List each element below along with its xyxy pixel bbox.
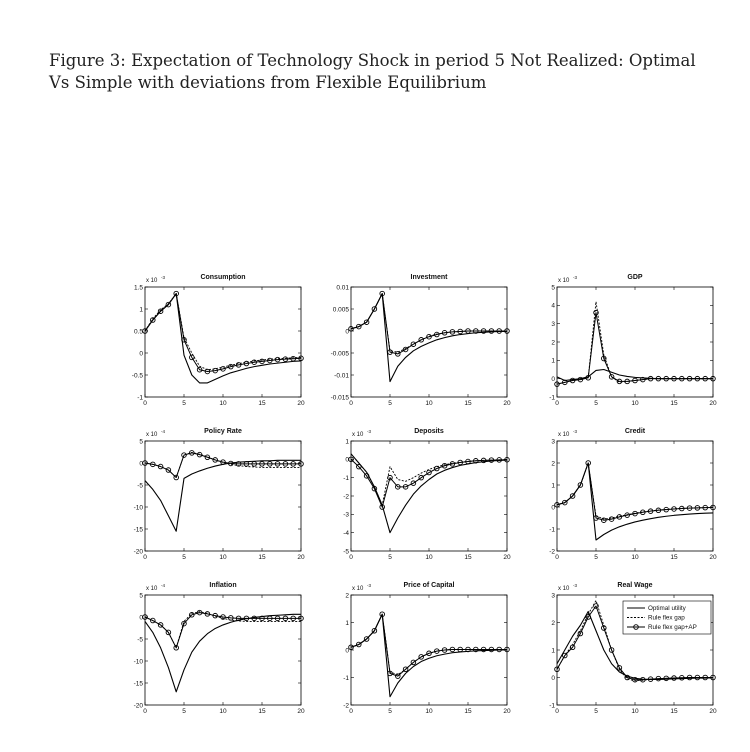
policy-rate-axes-box — [145, 441, 301, 551]
investment-axes-box — [351, 287, 507, 397]
inflation-ytick-label: -15 — [133, 680, 143, 688]
deposits-series-optimal-utility — [351, 454, 507, 533]
panel-policy-rate — [134, 428, 305, 561]
real-wage-ytick-label: 2 — [551, 619, 555, 627]
policy-rate-xtick-label: 15 — [258, 554, 266, 561]
real-wage-exponent: x 10 — [558, 586, 570, 592]
real-wage-xtick-label: 20 — [709, 708, 717, 715]
policy-rate-series-rule-flex-gap — [145, 452, 301, 477]
policy-rate-xtick-label: 20 — [297, 554, 305, 561]
credit-exponent-power: -3 — [573, 429, 578, 434]
inflation-xtick-label: 20 — [297, 708, 305, 715]
policy-rate-xtick-label: 0 — [143, 554, 147, 561]
legend-label-rule-flex-gap: Rule flex gap — [648, 614, 685, 622]
investment-ytick-label: -0.005 — [330, 350, 349, 358]
consumption-xtick-label: 15 — [258, 400, 266, 407]
real-wage-ytick-label: 3 — [551, 592, 555, 600]
policy-rate-exponent: x 10 — [146, 432, 158, 438]
inflation-series-optimal-utility — [145, 614, 301, 691]
policy-rate-series-rule-flex-gap-ap — [145, 453, 301, 478]
gdp-ytick-label: 0 — [551, 375, 555, 383]
price-of-capital-ytick-label: 2 — [345, 592, 349, 600]
investment-ytick-label: 0.005 — [332, 306, 349, 314]
consumption-ytick-label: 0.5 — [133, 328, 143, 336]
deposits-xtick-label: 15 — [464, 554, 472, 561]
deposits-ytick-label: 1 — [345, 438, 349, 446]
consumption-xtick-label: 20 — [297, 400, 305, 407]
gdp-title: GDP — [627, 274, 643, 281]
deposits-exponent: x 10 — [352, 432, 364, 438]
policy-rate-exponent-power: -4 — [161, 429, 166, 434]
real-wage-exponent-power: -3 — [573, 583, 578, 588]
investment-xtick-label: 0 — [349, 400, 353, 407]
real-wage-xtick-label: 15 — [670, 708, 678, 715]
inflation-title: Inflation — [209, 582, 237, 589]
investment-ytick-label: 0 — [345, 328, 349, 336]
credit-xtick-label: 5 — [594, 554, 598, 561]
policy-rate-ytick-label: -15 — [133, 526, 143, 534]
real-wage-ytick-label: 0 — [551, 674, 555, 682]
gdp-xtick-label: 5 — [594, 400, 598, 407]
credit-title: Credit — [624, 428, 646, 435]
deposits-xtick-label: 20 — [503, 554, 511, 561]
investment-xtick-label: 10 — [425, 400, 433, 407]
inflation-ytick-label: 0 — [139, 614, 143, 622]
gdp-xtick-label: 20 — [709, 400, 717, 407]
credit-ytick-label: -1 — [549, 526, 555, 534]
investment-series-rule-flex-gap-ap — [351, 294, 507, 354]
price-of-capital-xtick-label: 10 — [425, 708, 433, 715]
policy-rate-title: Policy Rate — [204, 428, 242, 435]
credit-ytick-label: -2 — [549, 548, 555, 556]
consumption-exponent: x 10 — [146, 278, 158, 284]
deposits-ytick-label: -4 — [343, 529, 349, 537]
gdp-ytick-label: -1 — [549, 394, 555, 402]
investment-ytick-label: -0.015 — [330, 394, 349, 402]
panel-investment — [331, 274, 511, 407]
panel-price-of-capital — [343, 582, 511, 715]
credit-ytick-label: 0 — [551, 504, 555, 512]
policy-rate-ytick-label: -20 — [133, 548, 143, 556]
panel-inflation — [134, 582, 305, 715]
consumption-xtick-label: 5 — [182, 400, 186, 407]
consumption-ytick-label: 0 — [139, 350, 143, 358]
price-of-capital-exponent-power: -3 — [367, 583, 372, 588]
gdp-series-rule-flex-gap — [557, 302, 713, 385]
legend-label-optimal-utility: Optimal utility — [648, 605, 686, 613]
price-of-capital-xtick-label: 15 — [464, 708, 472, 715]
consumption-exponent-power: -3 — [161, 275, 166, 280]
real-wage-xtick-label: 5 — [594, 708, 598, 715]
inflation-ytick-label: -20 — [133, 702, 143, 710]
real-wage-xtick-label: 0 — [555, 708, 559, 715]
price-of-capital-title: Price of Capital — [403, 582, 455, 589]
real-wage-ytick-label: 1 — [551, 647, 555, 655]
gdp-ytick-label: 1 — [551, 357, 555, 365]
deposits-xtick-label: 0 — [349, 554, 353, 561]
investment-xtick-label: 5 — [388, 400, 392, 407]
inflation-exponent: x 10 — [146, 586, 158, 592]
deposits-title: Deposits — [414, 428, 444, 435]
consumption-title: Consumption — [200, 274, 246, 281]
price-of-capital-ytick-label: -1 — [343, 674, 349, 682]
deposits-series-rule-flex-gap-ap — [351, 459, 507, 507]
gdp-xtick-label: 15 — [670, 400, 678, 407]
real-wage-xtick-label: 10 — [631, 708, 639, 715]
panel-consumption — [132, 274, 305, 407]
credit-ytick-label: 1 — [551, 482, 555, 490]
investment-xtick-label: 15 — [464, 400, 472, 407]
inflation-xtick-label: 10 — [219, 708, 227, 715]
consumption-ytick-label: -0.5 — [131, 372, 143, 380]
gdp-exponent: x 10 — [558, 278, 570, 284]
policy-rate-ytick-label: -5 — [137, 482, 143, 490]
deposits-axes-box — [351, 441, 507, 551]
credit-ytick-label: 2 — [551, 460, 555, 468]
price-of-capital-ytick-label: 0 — [345, 647, 349, 655]
panel-deposits — [343, 428, 511, 561]
price-of-capital-ytick-label: 1 — [345, 619, 349, 627]
price-of-capital-ytick-label: -2 — [343, 702, 349, 710]
gdp-xtick-label: 0 — [555, 400, 559, 407]
price-of-capital-xtick-label: 20 — [503, 708, 511, 715]
credit-ytick-label: 3 — [551, 438, 555, 446]
gdp-series-rule-flex-gap-ap — [557, 313, 713, 385]
deposits-ytick-label: -1 — [343, 474, 349, 482]
credit-series-optimal-utility — [557, 463, 713, 540]
price-of-capital-series-rule-flex-gap-ap — [351, 614, 507, 676]
investment-title: Investment — [410, 274, 448, 281]
inflation-axes-box — [145, 595, 301, 705]
deposits-ytick-label: -2 — [343, 493, 349, 501]
inflation-xtick-label: 5 — [182, 708, 186, 715]
real-wage-legend — [623, 601, 711, 634]
panel-credit — [549, 428, 717, 561]
policy-rate-ytick-label: 5 — [139, 438, 143, 446]
credit-axes-box — [557, 441, 713, 551]
gdp-exponent-power: -3 — [573, 275, 578, 280]
deposits-ytick-label: -3 — [343, 511, 349, 519]
real-wage-ytick-label: -1 — [549, 702, 555, 710]
inflation-exponent-power: -4 — [161, 583, 166, 588]
investment-ytick-label: 0.01 — [336, 284, 349, 292]
investment-xtick-label: 20 — [503, 400, 511, 407]
credit-xtick-label: 20 — [709, 554, 717, 561]
figure-caption: Figure 3: Expectation of Technology Shock in period 5 Not Realized: Optimal Vs Simple with deviations from Flexible Equilibrium — [49, 51, 696, 92]
gdp-ytick-label: 4 — [551, 302, 555, 310]
deposits-ytick-label: -5 — [343, 548, 349, 556]
gdp-ytick-label: 5 — [551, 284, 555, 292]
inflation-ytick-label: -10 — [133, 658, 143, 666]
credit-exponent: x 10 — [558, 432, 570, 438]
policy-rate-ytick-label: -10 — [133, 504, 143, 512]
consumption-ytick-label: 1.5 — [133, 284, 143, 292]
policy-rate-ytick-label: 0 — [139, 460, 143, 468]
credit-xtick-label: 15 — [670, 554, 678, 561]
deposits-xtick-label: 10 — [425, 554, 433, 561]
legend-label-rule-flex-gap-ap: Rule flex gap+AP — [648, 624, 697, 632]
policy-rate-series-optimal-utility — [145, 460, 301, 531]
inflation-xtick-label: 0 — [143, 708, 147, 715]
price-of-capital-xtick-label: 0 — [349, 708, 353, 715]
credit-xtick-label: 0 — [555, 554, 559, 561]
policy-rate-xtick-label: 10 — [219, 554, 227, 561]
deposits-ytick-label: 0 — [345, 456, 349, 464]
inflation-xtick-label: 15 — [258, 708, 266, 715]
policy-rate-xtick-label: 5 — [182, 554, 186, 561]
investment-ytick-label: -0.01 — [334, 372, 349, 380]
gdp-xtick-label: 10 — [631, 400, 639, 407]
gdp-ytick-label: 2 — [551, 339, 555, 347]
gdp-ytick-label: 3 — [551, 320, 555, 328]
price-of-capital-exponent: x 10 — [352, 586, 364, 592]
real-wage-title: Real Wage — [617, 582, 653, 589]
price-of-capital-xtick-label: 5 — [388, 708, 392, 715]
panel-gdp — [549, 274, 717, 407]
deposits-exponent-power: -3 — [367, 429, 372, 434]
price-of-capital-series-rule-flex-gap — [351, 614, 507, 675]
credit-xtick-label: 10 — [631, 554, 639, 561]
consumption-xtick-label: 0 — [143, 400, 147, 407]
panel-real-wage — [549, 582, 717, 715]
deposits-xtick-label: 5 — [388, 554, 392, 561]
inflation-ytick-label: 5 — [139, 592, 143, 600]
consumption-ytick-label: -1 — [137, 394, 143, 402]
inflation-ytick-label: -5 — [137, 636, 143, 644]
consumption-xtick-label: 10 — [219, 400, 227, 407]
consumption-ytick-label: 1 — [139, 306, 143, 314]
